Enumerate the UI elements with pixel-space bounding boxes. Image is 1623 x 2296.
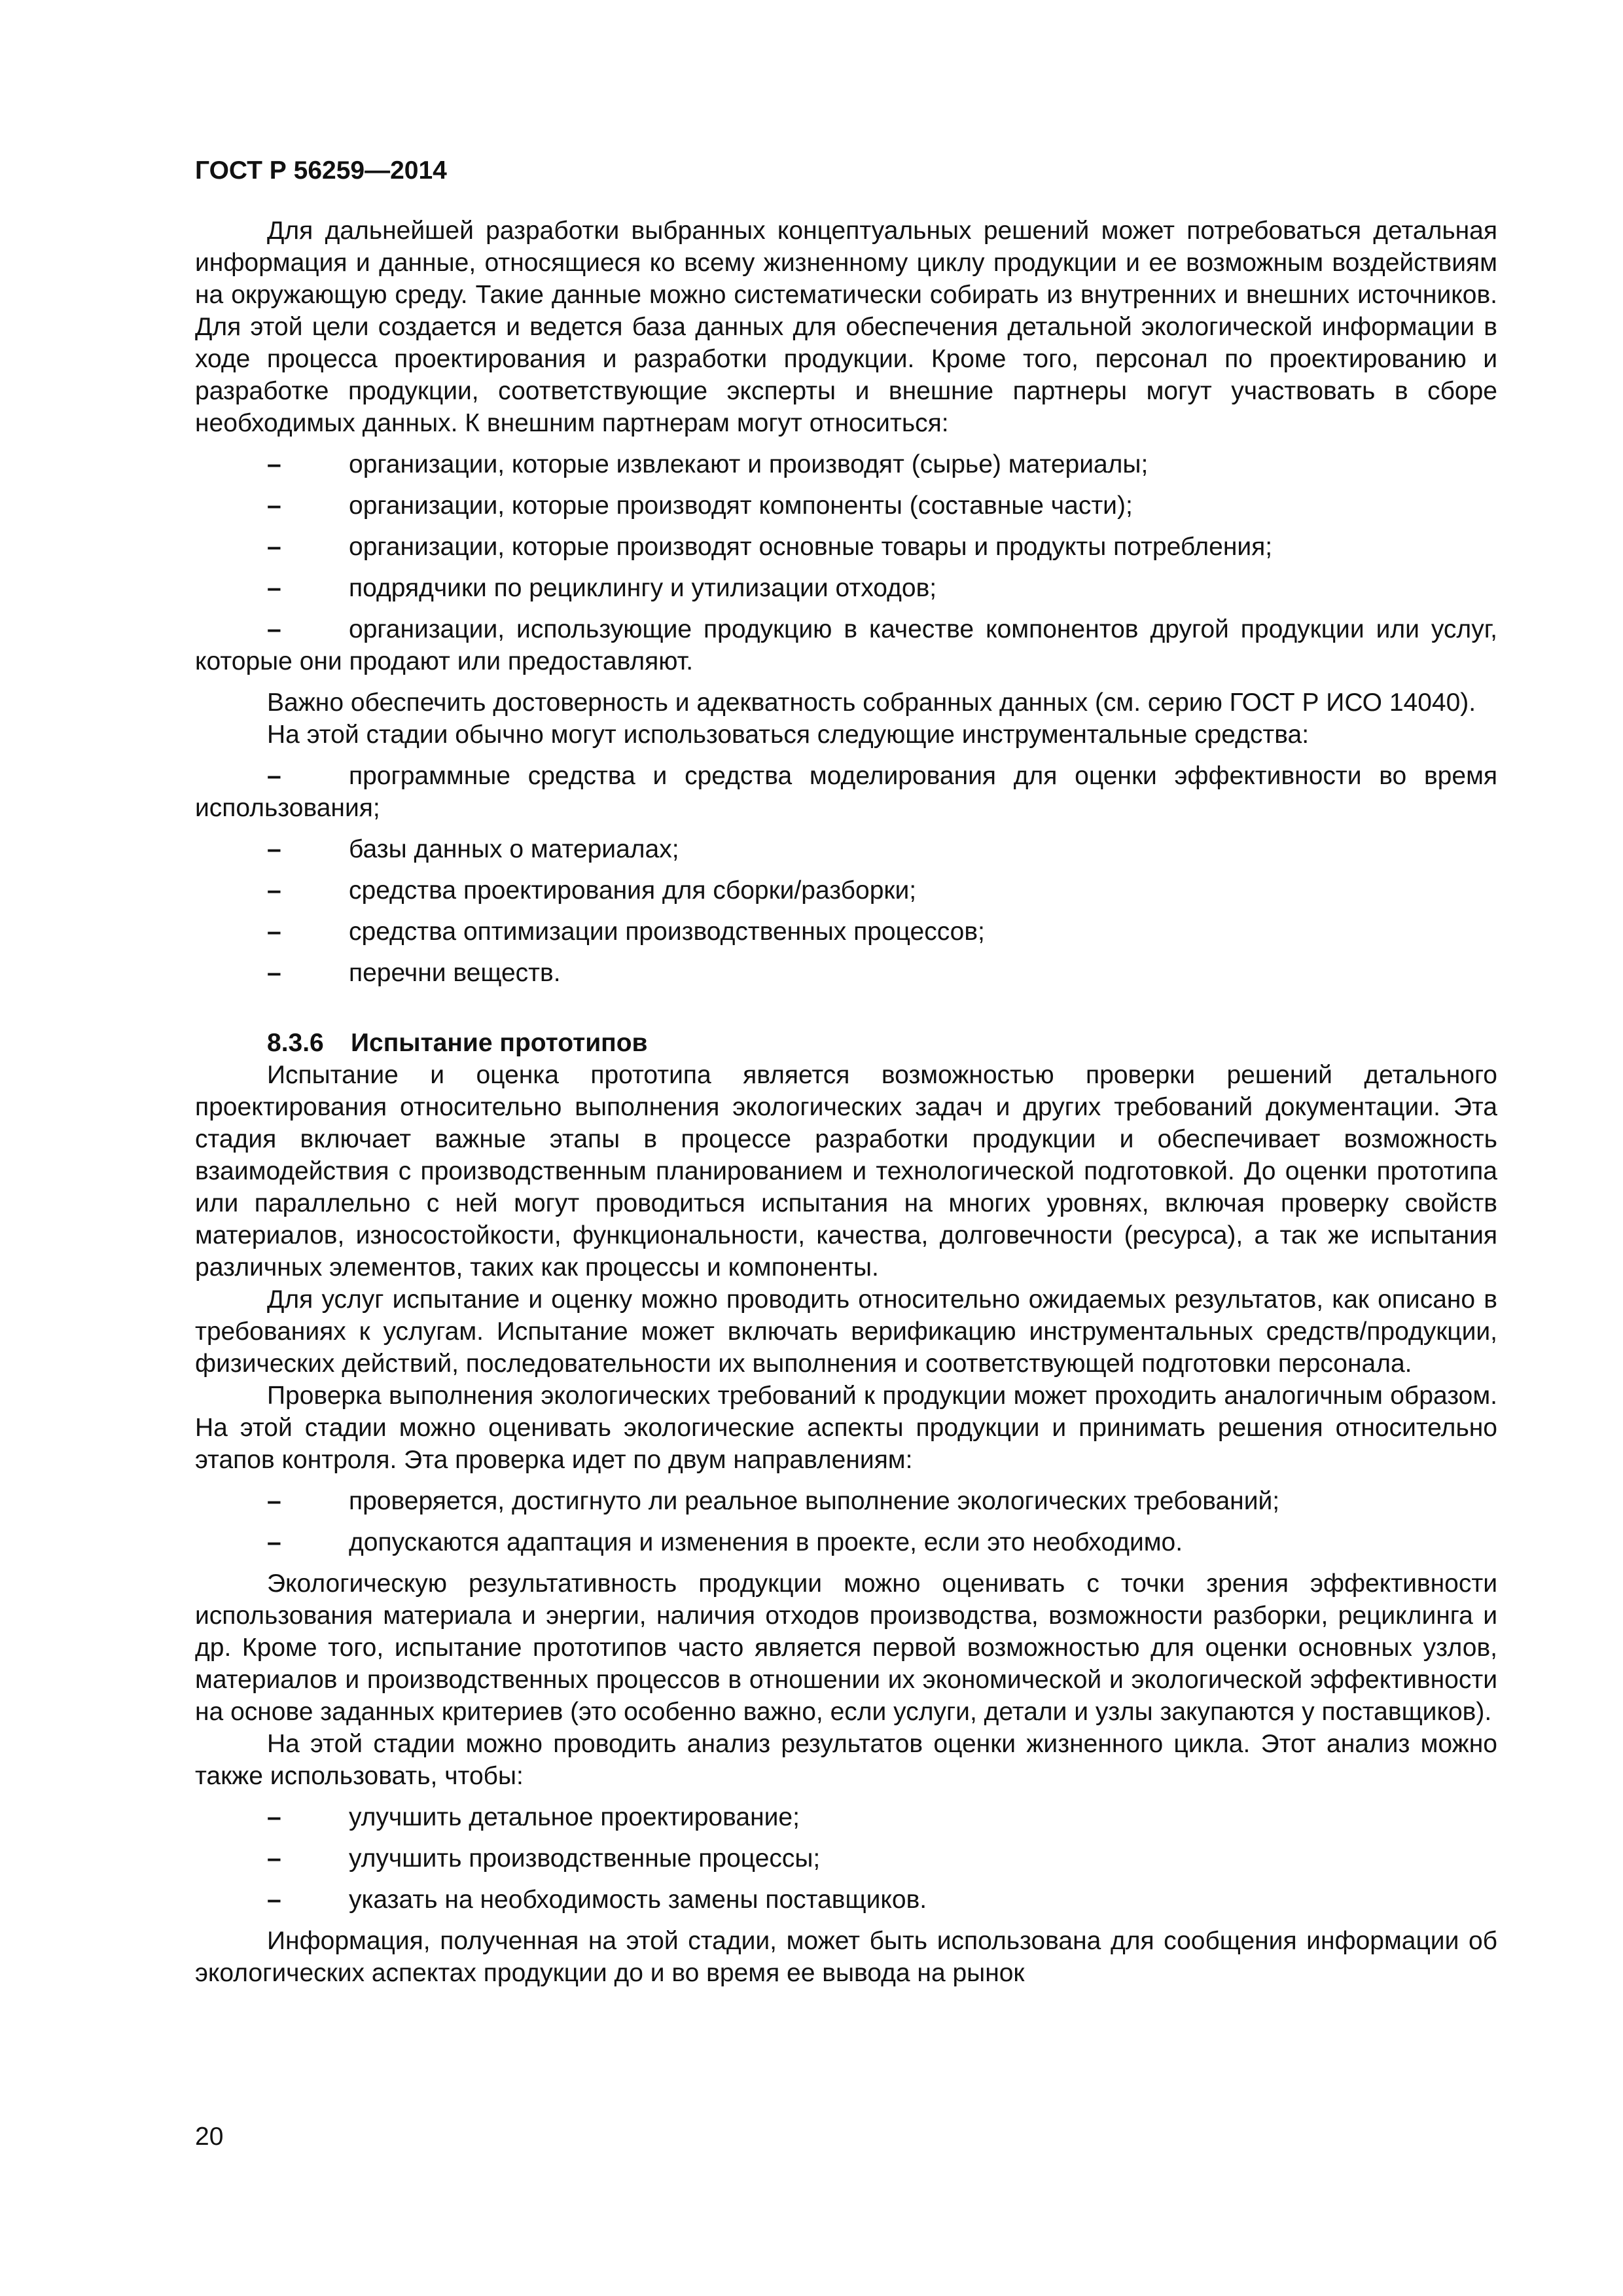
paragraph: Проверка выполнения экологических требований к продукции может проходить аналогичным образом. На этой стадии можно оценивать экологические аспекты продукции и принимать решения относительно этапов контроля. Эта проверка идет по двум направлениям: xyxy=(195,1382,1497,1474)
document-header: ГОСТ Р 56259—2014 xyxy=(195,156,447,185)
list-dash: – xyxy=(267,615,281,643)
list-dash: – xyxy=(267,533,281,561)
list-item xyxy=(195,760,1497,824)
list-dash: – xyxy=(267,1844,281,1873)
paragraph: Испытание и оценка прототипа является возможностью проверки решений детального проектирования относительно выполнения экологических задач и других требований документации. Эта стадия включает важные этапы в процессе разработки продукции и обеспечивает возможность взаимодействия с производственным планированием и технологической подготовкой. До оценки прототипа или параллельно с ней могут проводиться испытания на многих уровнях, включая проверку свойств материалов, износостойкости, функциональности, качества, долговечности (ресурса), а так же испытания различных элементов, таких как процессы и компоненты. xyxy=(195,1061,1497,1282)
list-item-text: организации, которые извлекают и производят (сырье) материалы; xyxy=(349,450,1149,478)
list-dash: – xyxy=(267,1803,281,1831)
list-item-text: допускаются адаптация и изменения в проекте, если это необходимо. xyxy=(349,1528,1183,1556)
paragraph: Для услуг испытание и оценку можно проводить относительно ожидаемых результатов, как описано в требованиях к услугам. Испытание может включать верификацию инструментальных средств/продукции, физических действий, последовательности их выполнения и соответствующей подготовки персонала. xyxy=(195,1285,1497,1378)
list-item-text: перечни веществ. xyxy=(349,959,561,987)
list-dash: – xyxy=(267,1528,281,1556)
list-dash: – xyxy=(267,1487,281,1515)
section-title: Испытание прототипов xyxy=(351,1029,648,1057)
list-item xyxy=(195,1485,1497,1517)
list-dash: – xyxy=(267,1886,281,1914)
list-dash: – xyxy=(267,574,281,602)
paragraph: Экологическую результативность продукции можно оценивать с точки зрения эффективности использования материала и энергии, наличия отходов производства, возможности разборки, рециклинга и др. Кроме того, испытание прототипов часто является первой возможностью для оценки основных узлов, материалов и производственных процессов в отношении их экономической и экологической эффективности на основе заданных критериев (это особенно важно, если услуги, детали и узлы закупаются у поставщиков). xyxy=(195,1570,1497,1726)
list-item xyxy=(195,874,1497,906)
paragraph: Информация, полученная на этой стадии, может быть использована для сообщения информации об экологических аспектах продукции до и во время ее вывода на рынок xyxy=(195,1927,1497,1987)
list-dash: – xyxy=(267,959,281,987)
section-number: 8.3.6 xyxy=(267,1029,324,1057)
list-item xyxy=(195,1884,1497,1916)
list-dash: – xyxy=(267,450,281,478)
list-item xyxy=(195,613,1497,677)
list-item xyxy=(195,572,1497,604)
list-item xyxy=(195,833,1497,865)
section-heading xyxy=(195,1027,1497,1059)
page-number: 20 xyxy=(195,2123,224,2151)
list-item-text: базы данных о материалах; xyxy=(349,835,679,863)
list-item xyxy=(195,1842,1497,1874)
paragraph: Для дальнейшей разработки выбранных концептуальных решений может потребоваться детальная информация и данные, относящиеся ко всему жизненному циклу продукции и ее возможным воздействиям на окружающую среду. Такие данные можно систематически собирать из внутренних и внешних источников. Для этой цели создается и ведется база данных для обеспечения детальной экологической информации в ходе процесса проектирования и разработки продукции. Кроме того, персонал по проектированию и разработке продукции, соответствующие эксперты и внешние партнеры могут участвовать в сборе необходимых данных. К внешним партнерам могут относиться: xyxy=(195,217,1497,437)
list-item xyxy=(195,1526,1497,1558)
list-item xyxy=(195,1801,1497,1833)
paragraph: На этой стадии обычно могут использоваться следующие инструментальные средства: xyxy=(267,721,1310,749)
list-item-text: организации, которые производят компоненты (составные части); xyxy=(349,492,1133,520)
list-item xyxy=(195,531,1497,563)
list-item-text: подрядчики по рециклингу и утилизации отходов; xyxy=(349,574,937,602)
list-item-text: организации, которые производят основные товары и продукты потребления; xyxy=(349,533,1273,561)
list-item-text: улучшить детальное проектирование; xyxy=(349,1803,800,1831)
list-item-text: проверяется, достигнуто ли реальное выполнение экологических требований; xyxy=(349,1487,1280,1515)
list-item-text: организации, использующие продукцию в качестве компонентов другой продукции или услуг, которые они продают или предоставляют. xyxy=(195,615,1497,675)
list-dash: – xyxy=(267,762,281,790)
list-dash: – xyxy=(267,876,281,905)
list-item xyxy=(195,916,1497,948)
list-item xyxy=(195,448,1497,480)
list-item-text: средства проектирования для сборки/разборки; xyxy=(349,876,917,905)
list-item xyxy=(195,957,1497,989)
list-item-text: программные средства и средства моделирования для оценки эффективности во время использования; xyxy=(195,762,1497,822)
list-item xyxy=(195,490,1497,522)
list-dash: – xyxy=(267,835,281,863)
paragraph: Важно обеспечить достоверность и адекватность собранных данных (см. серию ГОСТ Р ИСО 14040). xyxy=(267,689,1476,717)
list-item-text: указать на необходимость замены поставщиков. xyxy=(349,1886,927,1914)
list-item-text: улучшить производственные процессы; xyxy=(349,1844,821,1873)
list-dash: – xyxy=(267,918,281,946)
list-dash: – xyxy=(267,492,281,520)
list-item-text: средства оптимизации производственных процессов; xyxy=(349,918,985,946)
document-body xyxy=(195,215,1497,1989)
paragraph: На этой стадии можно проводить анализ результатов оценки жизненного цикла. Этот анализ можно также использовать, чтобы: xyxy=(195,1730,1497,1790)
